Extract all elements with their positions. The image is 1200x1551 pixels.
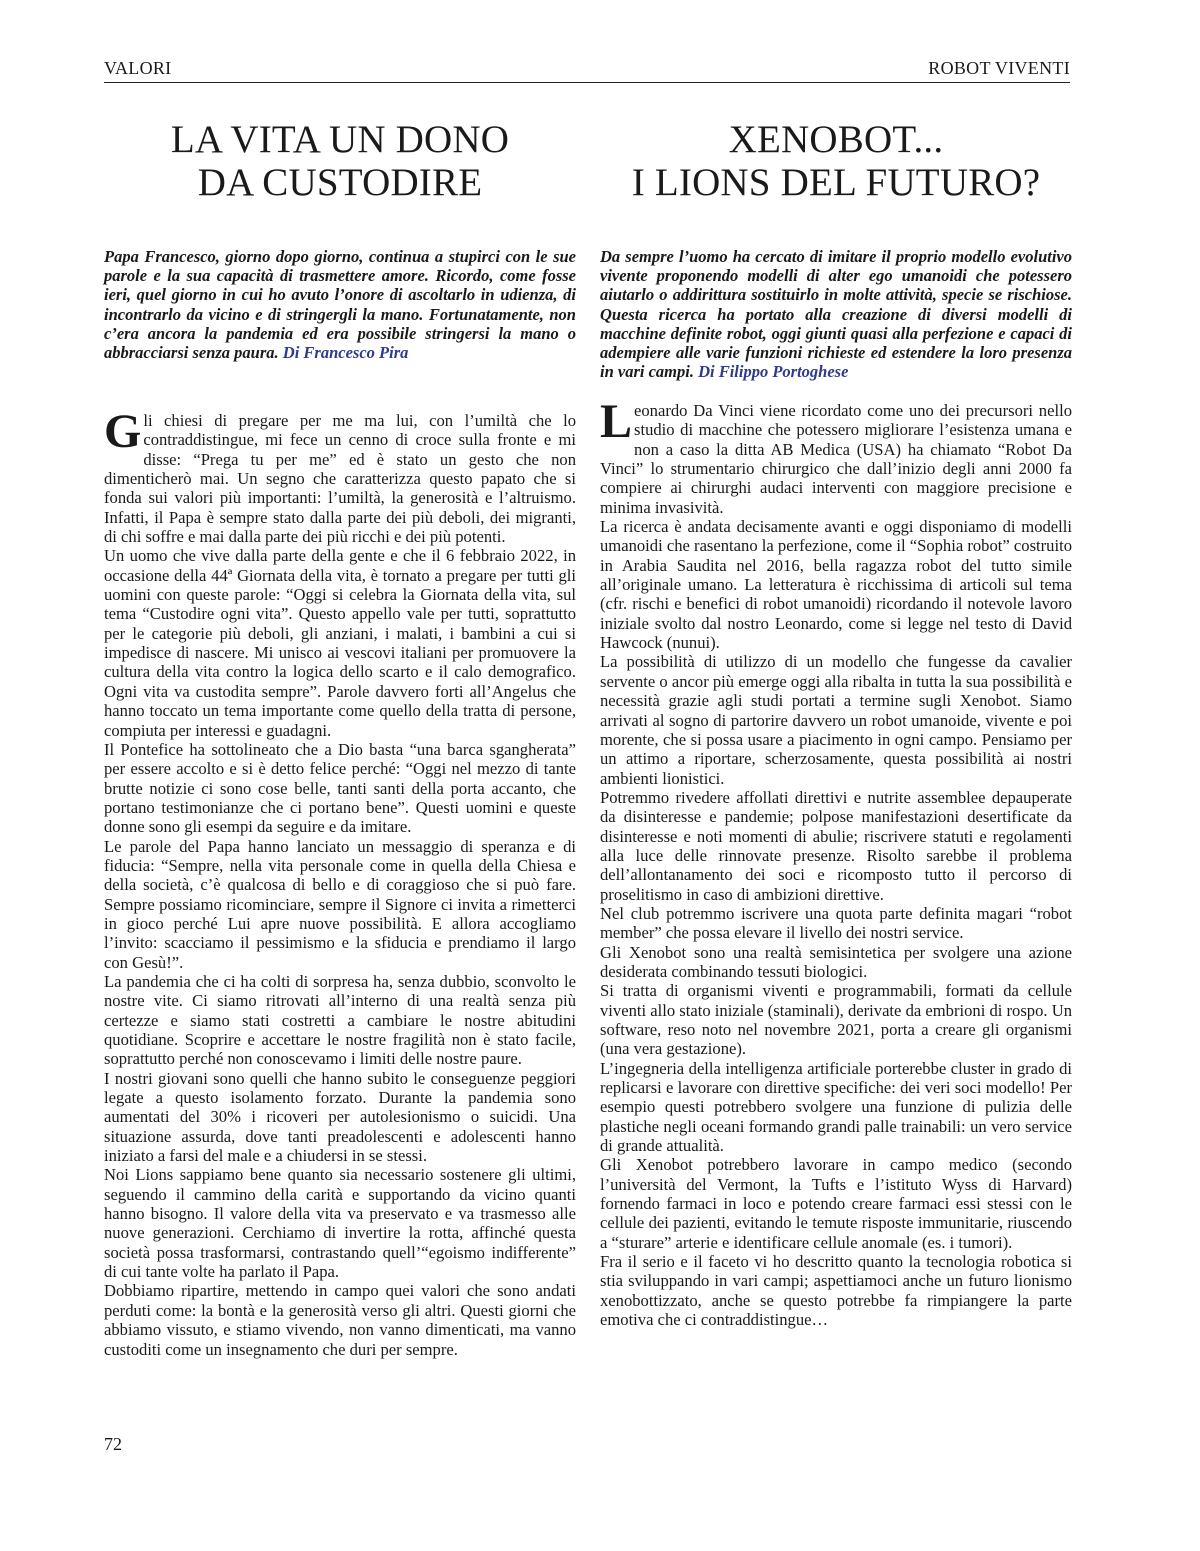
- title-line: DA CUSTODIRE: [197, 161, 483, 204]
- author-byline: Di Francesco Pira: [282, 343, 409, 363]
- body-paragraph: Dobbiamo ripartire, mettendo in campo quei valori che sono andati perduti come: la bontà e la generosità verso gli altri. Questi giorni che abbiamo vissuto, e stiamo vivendo, non vanno dimenticati, ma vanno custoditi come un insegnamento che duri per sempre.: [104, 1281, 576, 1359]
- body-paragraph: Potremmo rivedere affollati direttivi e nutrite assemblee depauperate da disinteresse e pandemie; polpose manifestazioni desertificate da disinteresse e noti momenti di abulie; riscrivere statuti e regolamenti alla luce delle rinnovate presenze. Risolto sarebbe il problema dell’allontanamento dei soci e ricomposto tutto il percorso di proselitismo in caso di ambizioni direttive.: [600, 787, 1072, 904]
- page-number: 72: [104, 1434, 122, 1454]
- drop-cap: L: [600, 395, 633, 448]
- paragraph-text: eonardo Da Vinci viene ricordato come uno dei precursori nello studio di macchine che potessero migliorare l’esistenza umana e non a caso la ditta AB Medica (USA) ha chiamato “Robot Da Vinci” lo strumentario chirurgico che dall’inizio degli anni 2000 fa compiere ai chirurghi audaci interventi con maggiore precisione e minima invasività.: [600, 401, 1072, 517]
- body-paragraph: La pandemia che ci ha colti di sorpresa ha, senza dubbio, sconvolto le nostre vite. Ci siamo ritrovati all’interno di una realtà senza più certezze e siamo stati costretti a cambiare le nostre abitudini quotidiane. Scoprire e accettare le nostre fragilità non è stato facile, soprattutto perché non conoscevamo i limiti delle nostre paure.: [104, 971, 576, 1069]
- article-title: [600, 118, 1072, 204]
- body-paragraph: Noi Lions sappiamo bene quanto sia necessario sostenere gli ultimi, seguendo il cammino della carità e supportando da vicino quanti hanno bisogno. Il valore della vita va preservato e va trasmesso alle nuove generazioni. Cerchiamo di invertire la rotta, affinché questa società possa trasformarsi, contrastando quell’“egoismo indifferente” di cui tante volte ha parlato il Papa.: [104, 1165, 576, 1282]
- title-line: I LIONS DEL FUTURO?: [631, 161, 1041, 204]
- body-paragraph: I nostri giovani sono quelli che hanno subito le conseguenze peggiori legate a questo isolamento forzato. Durante la pandemia sono aumentati del 30% i ricoveri per autolesionismo o suicidi. Una situazione assurda, dove tanti preadolescenti e adolescenti hanno iniziato a farsi del male e a chiudersi in se stessi.: [104, 1068, 576, 1166]
- body-paragraph: La ricerca è andata decisamente avanti e oggi disponiamo di modelli umanoidi che rasentano la perfezione, come il “Sophia robot” costruito in Arabia Saudita nel 2016, bella ragazza robot del tutto simile all’originale umano. La letteratura è ricchissima di articoli sul tema (cfr. rischi e benefici di robot umanoidi) ricordando il notevole lavoro iniziale svolto dal nostro Leonardo, come si legge nel testo di David Hawcock (nunui).: [600, 517, 1072, 653]
- lead-text: Da sempre l’uomo ha cercato di imitare il proprio modello evolutivo vivente proponendo modelli di alter ego umanoidi che potessero aiutarlo o addirittura sostituirlo in molte attività, specie se rischiose. Questa ricerca ha portato alla creazione di diversi modelli di macchine definite robot, oggi giunti quasi alla perfezione e capaci di adempiere alle varie funzioni richieste ed estendere la loro presenza in vari campi.: [600, 247, 1072, 382]
- body-paragraph: Fra il serio e il faceto vi ho descritto quanto la tecnologia robotica si stia sviluppando in vari campi; aspettiamoci anche un futuro lionismo xenobottizzato, anche se questo potrebbe fa rimpiangere la parte emotiva che ci contraddistingue…: [600, 1252, 1072, 1330]
- article-left: [104, 118, 576, 1359]
- body-paragraph: La possibilità di utilizzo di un modello che fungesse da cavalier servente o ancor più emerge oggi alla ribalta in tutta la sua possibilità e necessità grazie agli studi portati a termine sugli Xenobot. Siamo arrivati al sogno di partorire davvero un robot umanoide, vivente e poi morente, che si possa usare a piacimento in ogni campo. Pensiamo per un attimo a riportare, scherzosamente, questa possibilità ai nostri ambienti lionistici.: [600, 652, 1073, 788]
- author-byline: Di Filippo Portoghese: [698, 362, 849, 382]
- body-paragraph: Si tratta di organismi viventi e programmabili, formati da cellule viventi allo stato iniziale (staminali), derivate da embrioni di rospo. Un software, reso noto nel novembre 2021, porta a creare gli organismi (una vera gestazione).: [600, 981, 1072, 1059]
- body-paragraph: Un uomo che vive dalla parte della gente e che il 6 febbraio 2022, in occasione della 44ª Giornata della vita, è tornato a pregare per tutti gli uomini con queste parole: “Oggi si celebra la Giornata della vita, sul tema “Custodire ogni vita”. Questo appello vale per tutti, soprattutto per le categorie più deboli, gli anziani, i malati, i bambini a cui si impedisce di nascere. Mi unisco ai vescovi italiani per promuovere la cultura della vita contro la logica dello scarto e il calo demografico. Ogni vita va custodita sempre”. Parole davvero forti all’Angelus che hanno toccato un tema importante come quello della tratta di persone, compiuta per interessi e guadagni.: [104, 546, 576, 740]
- article-body: [600, 395, 1073, 1330]
- article-title: [104, 118, 576, 204]
- article-right: [600, 118, 1072, 1330]
- body-paragraph: Gli Xenobot potrebbero lavorare in campo medico (secondo l’università del Vermont, la Tufts e l’istituto Wyss di Harvard) fornendo farmaci in loco e potendo creare farmaci essi stessi con le cellule dei pazienti, evitando le temute risposte immunitarie, riuscendo a “sturare” arterie e identificare cellule anomale (es. i tumori).: [600, 1155, 1072, 1252]
- body-paragraph: Nel club potremmo iscrivere una quota parte definita magari “robot member” che possa elevare il livello dei nostri service.: [600, 903, 1072, 943]
- body-paragraph: Il Pontefice ha sottolineato che a Dio basta “una barca sgangherata” per essere accolto e si è detto felice perché: “Oggi nel mezzo di tante brutte notizie ci sono cose belle, tanti santi della porta accanto, che portano testimonianze che ci portano bene”. Questi uomini e queste donne sono gli esempi da seguire e da imitare.: [104, 739, 576, 837]
- drop-cap: G: [104, 405, 142, 458]
- body-paragraph: L’ingegneria della intelligenza artificiale porterebbe cluster in grado di replicarsi e lavorare con direttive specifiche: dei veri soci modello! Per esempio questi potrebbero svolgere una funzione di pulizia delle plastiche negli oceani formando grandi palle trainabili: un vero service di grande attualità.: [600, 1058, 1072, 1156]
- section-label: VALORI: [104, 58, 172, 78]
- body-paragraph: [104, 405, 576, 547]
- article-lead: [104, 247, 576, 391]
- body-paragraph: Gli Xenobot sono una realtà semisintetica per svolgere una azione desiderata combinando tessuti biologici.: [600, 942, 1072, 981]
- topic-label: ROBOT VIVENTI: [928, 58, 1070, 78]
- title-line: LA VITA UN DONO: [170, 118, 510, 161]
- article-lead: [600, 247, 1072, 381]
- title-line: XENOBOT...: [728, 118, 944, 161]
- body-paragraph: [600, 395, 1072, 517]
- paragraph-text: li chiesi di pregare per me ma lui, con l’umiltà che lo contraddistingue, mi fece un cenno di croce sulla fronte e mi disse: “Prega tu per me” ed è stato un gesto che non dimenticherò mai. Un segno che caratterizza questo papato che si fonda sui valori più importanti: l’umiltà, la generosità e l’altruismo. Infatti, il Papa è sempre stato dalla parte dei più deboli, dei migranti, di chi soffre e mai dalla parte dei più ricchi e dei più potenti.: [104, 411, 576, 547]
- body-paragraph: Le parole del Papa hanno lanciato un messaggio di speranza e di fiducia: “Sempre, nella vita personale come in quella della Chiesa e della società, c’è qualcosa di bello e di coraggioso che si può fare. Sempre possiamo ricominciare, sempre il Signore ci invita a rimetterci in gioco perché Lui apre nuove possibilità. E allora accogliamo l’invito: scacciamo il pessimismo e la sfiducia e prendiamo il largo con Gesù!”.: [104, 836, 576, 972]
- lead-text: Papa Francesco, giorno dopo giorno, continua a stupirci con le sue parole e la sua capacità di trasmettere amore. Ricordo, come fosse ieri, quel giorno in cui ho avuto l’onore di ascoltarlo in udienza, di incontrarlo da vicino e di stringergli la mano. Fortunatamente, non c’era ancora la pandemia ed era possibile stringersi la mano o abbracciarsi senza paura.: [104, 247, 576, 363]
- article-body: [104, 405, 576, 1359]
- running-header: [104, 58, 1070, 83]
